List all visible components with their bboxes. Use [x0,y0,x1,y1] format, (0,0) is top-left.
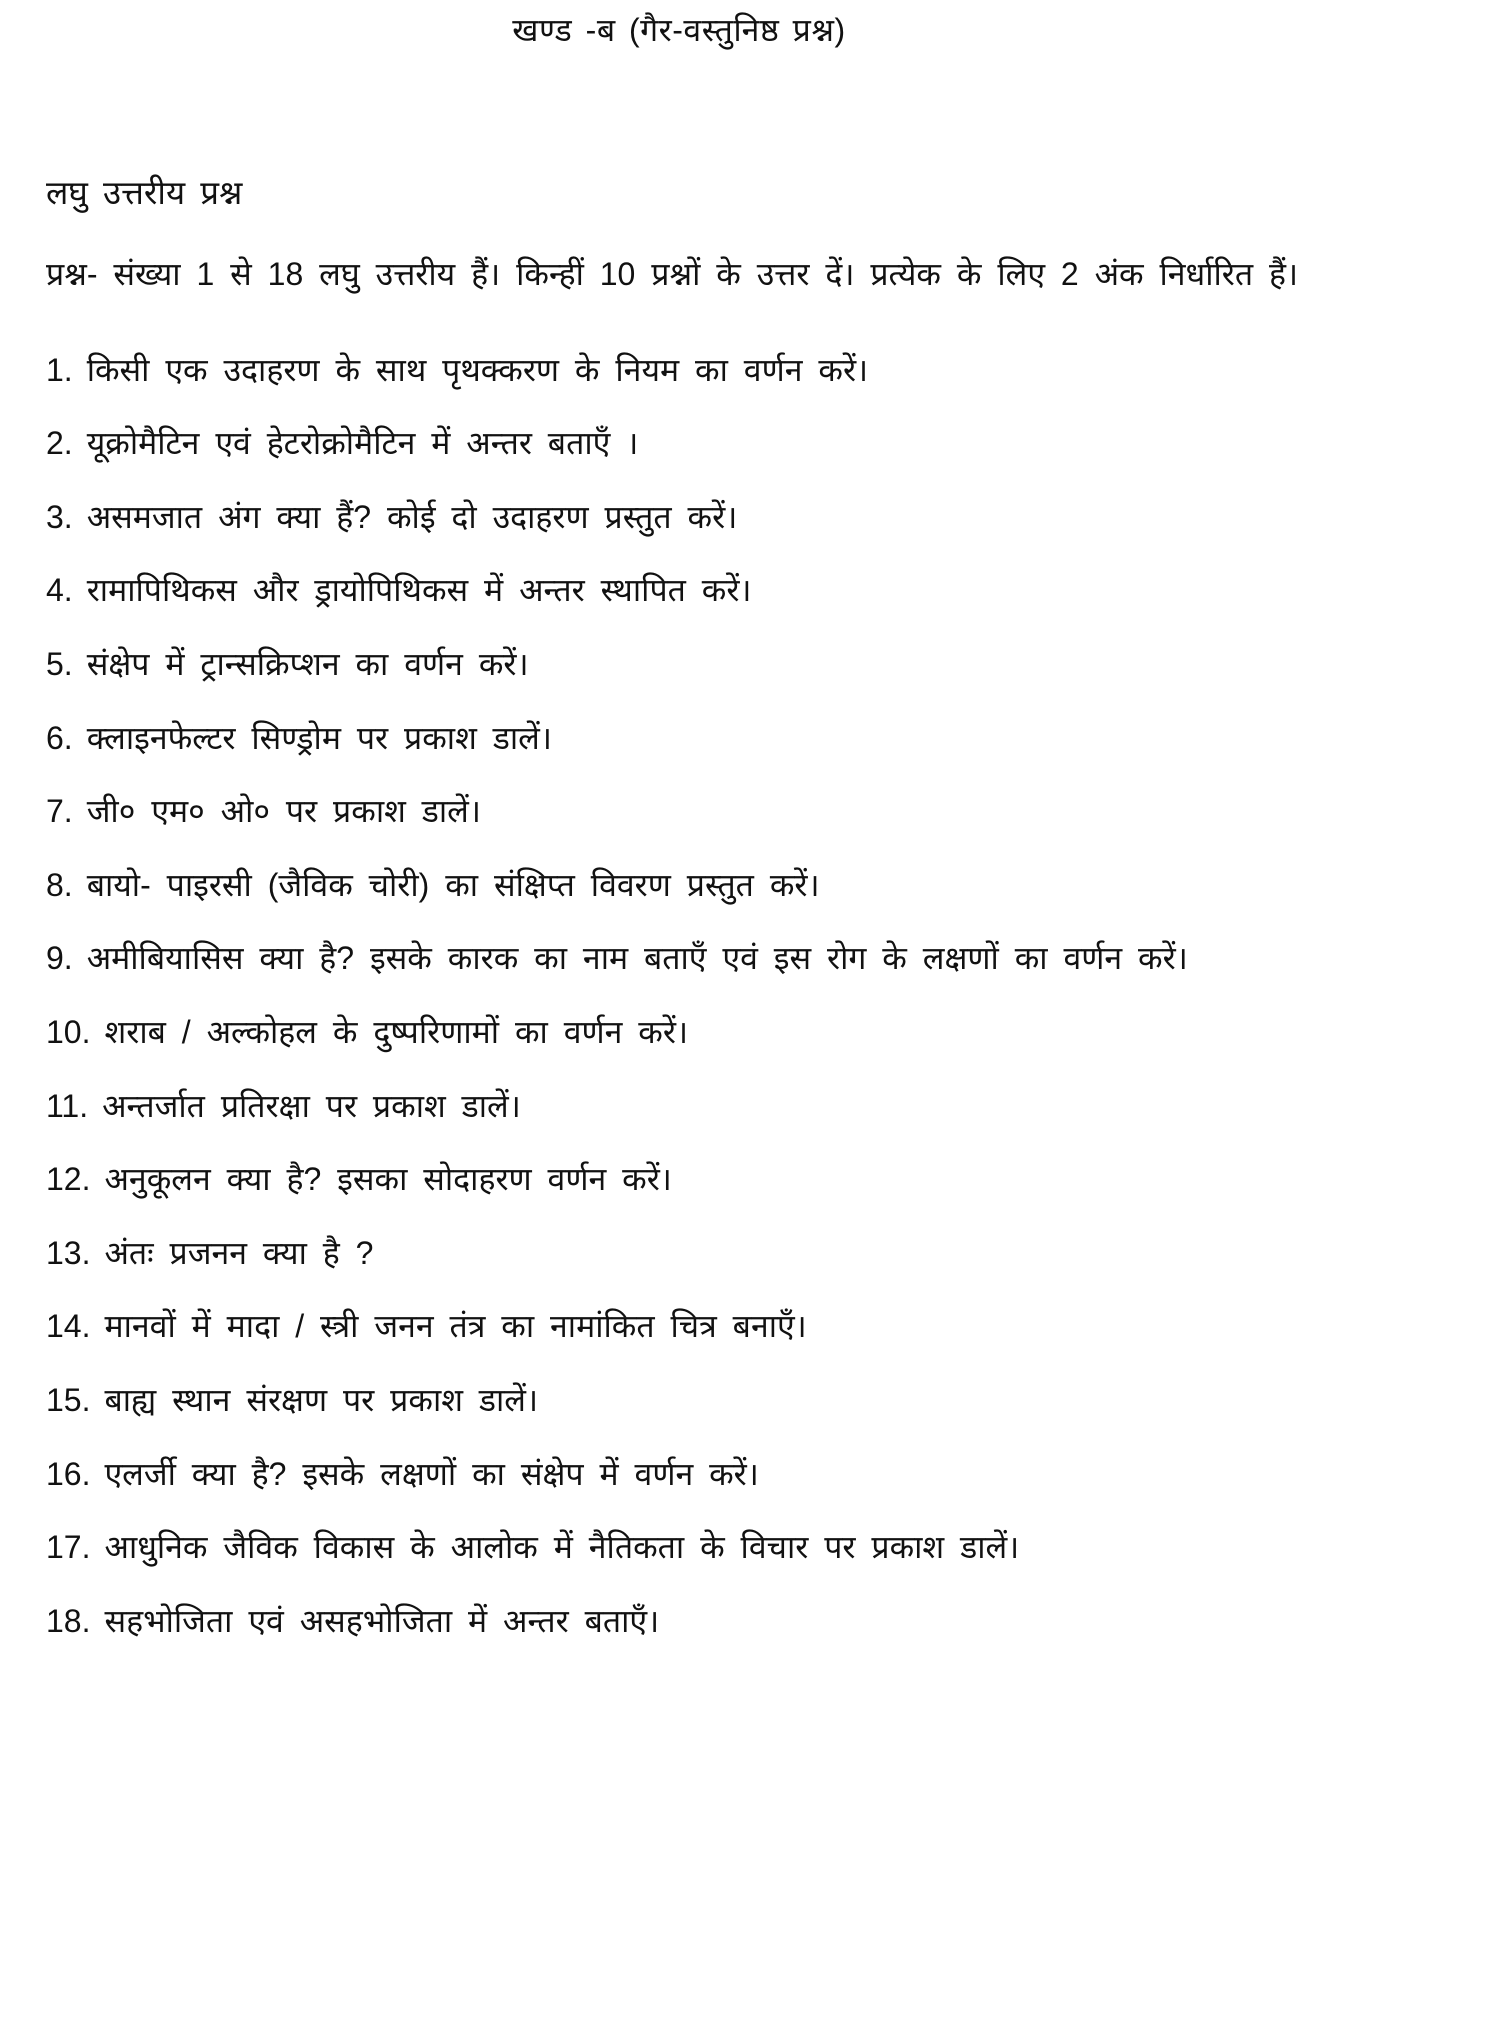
question-text: असमजात अंग क्या हैं? कोई दो उदाहरण प्रस्तुत करें। [86,498,738,535]
question-number: 12. [46,1161,91,1198]
question-item [46,922,1442,996]
question-text: बायो- पाइरसी (जैविक चोरी) का संक्षिप्त विवरण प्रस्तुत करें। [86,866,820,903]
question-item [46,1364,1442,1438]
question-text: सहभोजिता एवं असहभोजिता में अन्तर बताएँ। [104,1602,660,1639]
question-number: 17. [46,1529,91,1566]
question-number: 11. [46,1087,89,1124]
question-number: 8. [46,866,73,903]
question-item [46,1143,1442,1217]
question-number: 2. [46,425,73,462]
question-item [46,1511,1442,1585]
question-item [46,1585,1442,1659]
question-number: 13. [46,1234,91,1271]
question-text: संक्षेप में ट्रान्सक्रिप्शन का वर्णन करें। [86,645,529,682]
question-number: 14. [46,1308,91,1345]
question-number: 1. [46,351,73,388]
question-text: बाह्य स्थान संरक्षण पर प्रकाश डालें। [104,1381,539,1418]
question-text: जी० एम० ओ० पर प्रकाश डालें। [86,793,481,830]
question-item [46,407,1442,481]
question-item [46,554,1442,628]
section-title: खण्ड -ब (गैर-वस्तुनिष्ठ प्रश्न) [512,12,846,48]
question-text: किसी एक उदाहरण के साथ पृथक्करण के नियम का वर्णन करें। [86,351,869,388]
question-number: 15. [46,1381,91,1418]
question-number: 16. [46,1455,91,1492]
question-item [46,334,1442,408]
question-item [46,481,1442,555]
question-item [46,1290,1442,1364]
question-item [46,1070,1442,1144]
question-text: अनुकूलन क्या है? इसका सोदाहरण वर्णन करें। [104,1161,672,1198]
question-text: क्लाइनफेल्टर सिण्ड्रोम पर प्रकाश डालें। [86,719,552,756]
question-number: 18. [46,1602,91,1639]
question-item [46,702,1442,776]
question-item [46,775,1442,849]
question-number: 7. [46,793,73,830]
question-list [46,334,1442,1659]
question-item [46,996,1442,1070]
question-text: रामापिथिकस और ड्रायोपिथिकस में अन्तर स्थापित करें। [86,572,752,609]
question-text: यूक्रोमैटिन एवं हेटरोक्रोमैटिन में अन्तर बताएँ । [86,425,639,462]
question-number: 10. [46,1013,91,1050]
question-number: 9. [46,940,73,977]
question-item [46,1217,1442,1291]
question-text: मानवों में मादा / स्त्री जनन तंत्र का नामांकित चित्र बनाएँ। [104,1308,807,1345]
question-text: शराब / अल्कोहल के दुष्परिणामों का वर्णन करें। [104,1013,689,1050]
question-item [46,628,1442,702]
short-answer-heading: लघु उत्तरीय प्रश्न [46,174,243,211]
question-text: अंतः प्रजनन क्या है ? [104,1234,374,1271]
question-number: 3. [46,498,73,535]
question-number: 6. [46,719,73,756]
instructions-text: प्रश्न- संख्या 1 से 18 लघु उत्तरीय हैं। किन्हीं 10 प्रश्नों के उत्तर दें। प्रत्येक के लिए 2 अंक निर्धारित हैं। [46,256,1299,292]
question-item [46,1438,1442,1512]
question-number: 5. [46,645,73,682]
question-text: आधुनिक जैविक विकास के आलोक में नैतिकता के विचार पर प्रकाश डालें। [104,1529,1020,1566]
question-text: एलर्जी क्या है? इसके लक्षणों का संक्षेप में वर्णन करें। [104,1455,759,1492]
question-text: अन्तर्जात प्रतिरक्षा पर प्रकाश डालें। [102,1087,521,1124]
question-item [46,849,1442,923]
question-number: 4. [46,572,73,609]
question-text: अमीबियासिस क्या है? इसके कारक का नाम बताएँ एवं इस रोग के लक्षणों का वर्णन करें। [86,940,1188,977]
